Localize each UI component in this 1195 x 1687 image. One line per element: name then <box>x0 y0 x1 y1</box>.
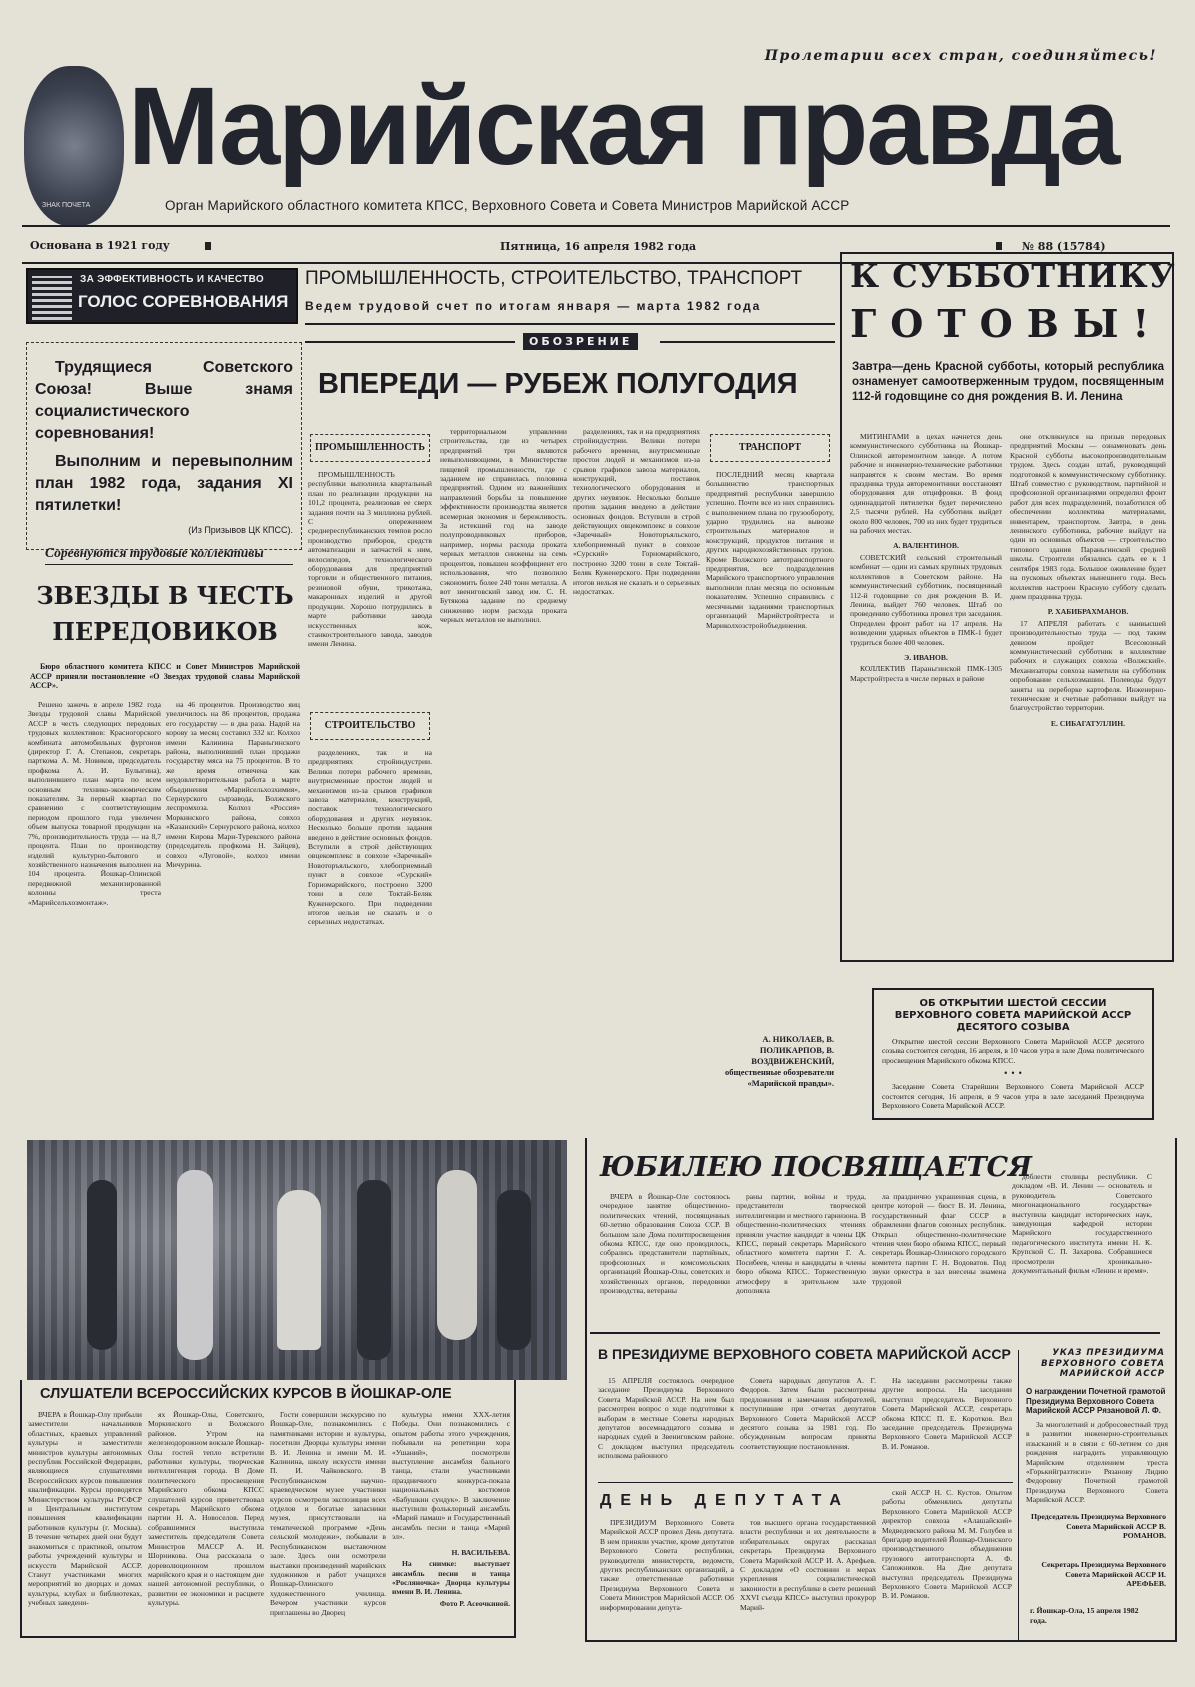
decree-title: О награждении Почетной грамотой Президиума Верховного Совета Марийской АССР Рязановой Л. Ф. <box>1026 1387 1166 1415</box>
review-signature: А. НИКОЛАЕВ, В. ПОЛИКАРПОВ, В. ВОЗДВИЖЕНСКИЙ, общественные обозреватели «Марийской правды». <box>725 1034 834 1088</box>
deputy-day-column-1: ПРЕЗИДИУМ Верховного Совета Марийской АССР провел День депутата. В нем приняли участие, кроме депутатов Верховного Совета республики, руководители министерств, ведомств, других республиканских организаций, а также ответственные работники Президиума Верховного Совета и Совета Министров Марийской АССР. Об информировании депута- <box>600 1518 734 1612</box>
stars-headline: ЗВЕЗДЫ В ЧЕСТЬ ПЕРЕДОВИКОВ <box>36 581 294 646</box>
issue-number: № 88 (15784) <box>1022 240 1106 253</box>
review-tag: ОБОЗРЕНИЕ <box>523 333 638 350</box>
emblem-icon <box>32 276 72 320</box>
deputy-day-column-2: тов высшего органа государственной власти республики и их деятельности в избирательных округах рассказал секретарь Президиума Верховного Совета Марийской АССР И. А. Арефьев. С докладом «О состоянии и мерах укрепления социалистической законности в республике в свете решений XXVI съезда КПСС» выступил прокурор Марий- <box>740 1518 876 1612</box>
stars-kicker: Соревнуются трудовые коллективы <box>45 545 293 565</box>
jubilee-column-4: доблести столицы республики. С докладом «В. И. Ленин — основатель и руководитель Советского многонационального государства» выступила кандидат исторических наук, заведующая кафедрой истории Марийского государственного педагогического института имени Н. К. Крупской С. П. Захарова. Собравшиеся просмотрели хроникально-документальный фильм «Ленин и время». <box>1012 1172 1152 1276</box>
review-column-1: ПРОМЫШЛЕННОСТЬ республики выполнила квартальный план по реализации продукции на 101,2 процента, реализовав ее сверх задания почти на 3 миллиона рублей. С опережением среднереспубликанских темпов росло производство приборов, средств автоматизации и запчастей к ним, велосипедов, технологического оборудования для предприятий торговли и общественного питания, резиновой обуви, трикотажа, макаронных изделий и другой продукции. Хорошо потрудились в марте работники завода искусственных кож, станкостроительного завода, заводов имени Ленина. <box>308 470 432 649</box>
review-column-2: территориальном управлении строительства, где из четырех предприятий три являются невыполняющими, в Министерстве пищевой промышленности, где с заданием не справилась половина предприятий. Одним из важнейших направлений борьбы за повышение эффективности производства является всемерная экономия и бережливость. За истекший год на заводе полупроводниковых приборов, например, нормы расхода проката черных металлов снижены на семь процентов, повышен коэффициент его использования, что позволило сэкономить более 240 тонн металла. А вот звениговский завод им. С. Н. Бутякова задание по среднему снижению норм расхода проката черных металлов не выполнил. <box>440 427 567 625</box>
newspaper-title: Марийская правда <box>128 65 1119 188</box>
appeal-line-2: Выполним и перевыполним план 1982 года, задания XI пятилетки! <box>35 453 293 514</box>
rubric-main: ГОЛОС СОРЕВНОВАНИЯ <box>78 292 289 311</box>
subbotnik-lead: Завтра—день Красной субботы, который республика ознаменует самоотверженным трудом, посвященным 112-й годовщине со дня рождения В. И. Ленина <box>852 361 1164 403</box>
session-paragraph-2: Заседание Совета Старейшин Верховного Совета Марийской АССР состоится сегодня, 16 апреля, в 9 часов утра в зале заседаний Президиума Верховного Совета Марийской АССР. <box>882 1082 1144 1111</box>
appeal-line-1: Трудящиеся Советского Союза! Выше знамя социалистического соревнования! <box>35 359 293 442</box>
courses-column-1: ВЧЕРА в Йошкар-Олу прибыли заместители начальников областных, краевых управлений культуры и заместители министров культуры автономных республик Российской Федерации, являющиеся слушателями Всероссийских курсов повышения квалификации. Курсы проводятся Министерством культуры РСФСР и Центральным институтом повышения квалификации работников культуры (г. Москва). В течение четырех дней они будут знакомиться с практикой, опытом работы учреждений культуры и искусств Марийской АССР. Станут участниками многих мероприятий во дворцах и домах культуры, клубах и библиотеках, учебных заведени- <box>28 1410 142 1608</box>
separator-dots: • • • <box>1003 1069 1023 1079</box>
masthead <box>0 0 1195 265</box>
stars-column-2: на 46 процентов. Производство яиц увеличилось на 86 процентов, продажа его государству — в два раза. Надой на корову за месяц составил 332 кг. Колхоз имени Калинина Параньгинского района, выполнивший план продажи государству мяса на 75 процентов. В то же время отмечена как неудовлетворительная работа в марте объединения «Марийсельхозхимия», Сернурского сырзавода, Волжского леспромхоза. Колхоз «Россия» Моркинского района, совхоз «Казанский» Сернурского района, колхоз имени Кирова Мари-Турекского района (председатель профкома Н. Зайцев), совхоз «Луговой», колхоз имени Мичурина. <box>166 700 300 869</box>
issue-date: Пятница, 16 апреля 1982 года <box>500 240 697 253</box>
subbotnik-column-2: оне откликнулся на призыв передовых предприятий Москвы — ознаменовать день Красной субботы высокопроизводительным трудом. Здесь создан штаб, руководящий подготовкой к коммунистическому субботнику. Штаб совместно с руководством, партийной и профсоюзной организациями определил фронт работ для всех подразделений, позаботился об обеспечении коллектива материалами, инвентарем, транспортом. Завтра, в день ленинского субботника, рабочие выйдут на один из основных объектов — строительство типового здания Параньгинской средней школы. Строители обязались сдать ее к 1 сентября 1983 года. Большое оживление будет на пусковых объектах нынешнего года. Весь коллектив настроен Красную субботу сделать днем праздника труда. Р. ХАБИБРАХМАНОВ. 17 АПРЕЛЯ работать с наивысшей производительностью труда — под таким девизом пройдет Всесоюзный коммунистический субботник в коллективе рабочих и служащих совхоза «Волжский». Механизаторы совхоза наметили на субботник опробование сельхозмашин. Полеводы будут заняты на переборке картофеля. Инженерно-технические и счетные работники выйдут на благоустройство территории. Е. СИБАГАТУЛЛИН. <box>1010 432 1166 728</box>
presidium-column-2: Совета народных депутатов А. Г. Федоров. Затем были рассмотрены предложения и замечания избирателей, поступившие при отчетах депутатов Верховного Совета Марийской АССР десятого созыва за 1981 год. По обсужденным вопросам приняты соответствующие постановления. <box>740 1376 876 1451</box>
session-headline: ОБ ОТКРЫТИИ ШЕСТОЙ СЕССИИ ВЕРХОВНОГО СОВЕТА МАРИЙСКОЙ АССР ДЕСЯТОГО СОЗЫВА <box>894 998 1132 1033</box>
order-emblem <box>24 66 124 226</box>
deputy-day-headline: ДЕНЬ ДЕПУТАТА <box>600 1492 850 1509</box>
founded: Основана в 1921 году <box>30 239 170 252</box>
presidium-headline: В ПРЕЗИДИУМЕ ВЕРХОВНОГО СОВЕТА МАРИЙСКОЙ АССР <box>598 1346 1011 1362</box>
jubilee-column-2: раны партии, войны и труда, представители творческой интеллигенции и местного гарнизона. В общественно-политических чтениях приняли участие кандидат в члены ЦК КПСС, первый секретарь Марийского областного комитета партии Г. А. Посибеев, члены и кандидаты в члены бюро обкома КПСС. Торжественную атмосферу в зрительном зале дополняла <box>736 1192 866 1296</box>
subbotnik-headline-1: К СУББОТНИКУ <box>850 257 1176 295</box>
review-headline: ВПЕРЕДИ — РУБЕЖ ПОЛУГОДИЯ <box>318 368 798 400</box>
section-subtitle: Ведем трудовой счет по итогам января — марта 1982 года <box>305 299 762 313</box>
masthead-subtitle: Орган Марийского областного комитета КПСС, Верховного Совета и Совета Министров Марийской АССР <box>165 198 850 213</box>
decree-sign-secretary: Секретарь Президиума Верховного Совета Марийской АССР И. АРЕФЬЕВ. <box>1041 1560 1166 1588</box>
jubilee-column-3: ла празднично украшенная сцена, в центре которой — бюст В. И. Ленина, государственный флаг СССР в обрамлении флагов союзных республик. Открыл общественно-политические чтения член бюро обкома КПСС, первый секретарь Йошкар-Олинского городского комитета партии Г. Н. Водоватов. Под звуки оркестра в зал внесены знамена трудовой <box>872 1192 1006 1286</box>
session-paragraph-1: Открытие шестой сессии Верховного Совета Марийской АССР десятого созыва состоится сегодня, 16 апреля, в 10 часов утра в зале Дома политического просвещения Марийского обкома КПСС. <box>882 1037 1144 1065</box>
review-column-4: ПОСЛЕДНИЙ месяц квартала большинство транспортных предприятий республики завершило успешно. Почти все из них справились с выполнением плана по грузообороту, ударно трудились на вывозке строительных материалов и конструкций, продуктов питания и других народнохозяйственных грузов. Кроме Волжского автотранспортного предприятия, все подразделения Марийского транспортного управления выполнили план месяца по основным показателям. Успешно справились с месячными заданиями транспортных организаций Марийстройтреста и Мариколхозстройобъединения. <box>706 470 834 630</box>
emblem-text: ЗНАК ПОЧЕТА <box>42 202 91 209</box>
courses-column-4: культуры имени XXX-летия Победы. Они познакомились с опытом работы этого учреждения, побывали на репетиции хора «Ушаний», посмотрели выступление ансамбля бального танца, стали участниками праздничного конкурса-показа национальных костюмов «Бабушкин сундук». В заключение выступили фольклорный ансамбль «Марий памаш» и Государственный ансамбль песни и танца «Марий эл». Н. ВАСИЛЬЕВА. На снимке: выступает ансамбль песни и танца «Росляночка» Дворца культуры имени В. И. Ленина. Фото Р. Асеочкиной. <box>392 1410 510 1608</box>
review-column-1b: разделениях, так и на предприятиях стройиндустрии. Велики потери рабочего времени, внутрисменные простои людей и механизмов из-за срывов графиков завоза материалов, конструкций, поставок технологического оборудования и других неувязок. Несколько больше против задания введено в действие основных фондов. Вступили в строй действующих овцекомплекс в совхозе «Заречный» Новоторъяльского, хлебоприемный пункт в совхозе «Сурский» Горномарийского, построено 3200 тонн в селе Токтай-Беляк Куженерского. При подведении итогов нельзя не сказать и о серьезных недостатках. <box>308 748 432 927</box>
courses-column-3: Гости совершили экскурсию по Йошкар-Оле, познакомились с памятниками истории и культуры, посетили Дворцы культуры имени В. И. Ленина и имени М. И. Калинина, школу искусств имени П. И. Чайковского. В Республиканском научно-краеведческом музее участники курсов осмотрели экспозиции всех отделов и богатые запасники музея, присутствовали на тематической программе «День сельской молодежи», побывали в Республиканском выставочном зале. Здесь они осмотрели выставки произведений марийских художников и работ учащихся Йошкар-Олинского художественного училища. Вечером участники курсов приглашены во Дворец <box>270 1410 386 1617</box>
ensemble-photo <box>27 1140 567 1380</box>
rubric-competition <box>26 268 298 324</box>
review-column-3: разделениях, так и на предприятиях стройиндустрии. Велики потери рабочего времени, внутрисменные простои людей и механизмов из-за срывов графиков завоза материалов, конструкций, поставок технологического оборудования и других неувязок. Несколько больше против задания введено в действие основных фондов. Вступили в строй действующих овцекомплекс в совхозе «Заречный» Новоторъяльского, хлебоприемный пункт в совхозе «Сурский» Горномарийского, построено 3200 тонн в селе Токтай-Беляк Куженерского. При подведении итогов нельзя не сказать и о серьезных недостатках. <box>573 427 700 596</box>
decree-body: За многолетний и добросовестный труд в развитии инженерно-строительных изысканий и в связи с 60-летием со дня рождения наградить управляющую Марийским отделением треста «Горькийгразтисиз» Рязанову Лидию Федоровну Почетной грамотой Президиума Верховного Совета Марийской АССР. <box>1026 1420 1168 1505</box>
decree-place-date: г. Йошкар-Ола, 15 апреля 1982 года. <box>1030 1606 1139 1625</box>
party-appeal-box <box>26 342 302 550</box>
presidium-column-3: На заседании рассмотрены также другие вопросы. На заседании выступил председатель Верховного Совета Марийской АССР, секретарь обкома КПСС П. Е. Коротков. Вел заседание председатель Президиума Верховного Совета Марийской АССР В. И. Романов. <box>882 1376 1012 1451</box>
jubilee-headline: ЮБИЛЕЮ ПОСВЯЩАЕТСЯ <box>600 1152 1032 1183</box>
decree-sign-chairman: Председатель Президиума Верховного Совета Марийской АССР В. РОМАНОВ. <box>1031 1512 1166 1540</box>
stars-lead: Бюро областного комитета КПСС и Совет Министров Марийской АССР приняли постановление «О Звездах трудовой славы Марийской АССР». <box>30 662 300 690</box>
subbotnik-headline-2: ГОТОВЫ! <box>850 301 1164 346</box>
courses-headline: СЛУШАТЕЛИ ВСЕРОССИЙСКИХ КУРСОВ В ЙОШКАР-ОЛЕ <box>40 1386 452 1402</box>
masthead-slogan: Пролетарии всех стран, соединяйтесь! <box>764 48 1157 64</box>
subbotnik-column-1: МИТИНГАМИ в цехах начнется день коммунистического субботника на Йошкар-Олинской авторемонтном заводе. А потом рабочие и инженерно-технические работники направятся к своим местам. Во время праздника труда авторемонтники восстановят оборудования для отцифровки. В фонд одиннадцатой пятилетки будет перечислено 2,5 тысячи рублей. На субботник выйдет около 800 человек, 700 из них будет трудиться на рабочих местах. А. ВАЛЕНТИНОВ. СОВЕТСКИЙ сельский строительный комбинат — один из самых крупных трудовых коллективов в Советском районе. На коммунистический субботник, посвященный 112-й годовщине со дня рождения В. И. Ленина, выйдет 760 человек. Штаб по проведению субботника провел три заседания. Определен фронт работ на 17 апреля. На возведении ударных объектов в ПМК-1 будет трудиться более 400 человек. Э. ИВАНОВ. КОЛЛЕКТИВ Параньгинской ПМК-1305 Марстройтреста в числе первых в районе <box>850 432 1002 683</box>
presidium-column-1: 15 АПРЕЛЯ состоялось очередное заседание Президиума Верховного Совета Марийской АССР. На нем был рассмотрен вопрос о ходе подготовки к выборам в местные Советы народных депутатов восемнадцатого созыва и народных судей в Звениговском районе. С докладом выступил председатель исполкома районного <box>598 1376 734 1461</box>
courses-column-2: ях Йошкар-Олы, Советского, Моркинского и Волжского районов. Утром на железнодорожном вокзале Йошкар-Олы гостей тепло встретили работники культуры, творческая интеллигенция города. В Доме политического просвещения Марийского обкома КПСС слушателей курсов приветствовал секретарь Марийского обкома партии Н. А. Новоселов. Перед собравшимися выступила заместитель председателя Совета Министров МАССР А. И. Шорникова. Она рассказала о дореволюционном прошлом марийского края и о настоящем дне нашей автономной республики, о развитии ее экономики и расцвете культуры. <box>148 1410 264 1608</box>
session-notice-box <box>872 988 1154 1120</box>
rubric-construction: СТРОИТЕЛЬСТВО <box>310 712 430 740</box>
jubilee-column-1: ВЧЕРА в Йошкар-Оле состоялось очередное занятие общественно-политических чтений, посвященных 60-летию образования Союза ССР. В большом зале Дома политпросвещения обкома КПСС, где оно проводилось, собрались представители партийных, профсоюзных и комсомольских организаций Йошкар-Олы, советских и хозяйственных органов, передовики производства, ветераны <box>600 1192 730 1296</box>
appeal-source: (Из Призывов ЦК КПСС). <box>188 525 293 535</box>
section-title: ПРОМЫШЛЕННОСТЬ, СТРОИТЕЛЬСТВО, ТРАНСПОРТ <box>305 268 803 289</box>
rubric-transport: ТРАНСПОРТ <box>710 434 830 462</box>
rubric-industry: ПРОМЫШЛЕННОСТЬ <box>310 434 430 462</box>
deputy-day-column-3: ской АССР Н. С. Кустов. Опытом работы обменялись депутаты Верховного Совета Марийской АССР директор совхоза «Алашайский» Медведевского района М. М. Голубев и бригадир водителей Йошкар-Олинского производственного объединения грузового автотранспорта А. Ф. Сапожников. На Дне депутата выступил председатель Президиума Верховного Совета Марийской АССР В. И. Романов. <box>882 1488 1012 1601</box>
stars-column-1: Решено зажечь в апреле 1982 года Звезды трудовой славы Марийской АССР в честь следующих передовых трудовых коллективов: Красногорского комбината автомобильных фургонов (директор Г. А. Степанов, секретарь парткома А. М. Новиков, председатель профкома А. И. Булыгина), выполнившего план марта по всем основным технико-экономическим показателям. За первый квартал по сравнению с соответствующим периодом прошлого года увеличен объем выпуска товарной продукции на 7%, производительность труда — на 8,7 процента. План по производству изделий культурно-бытового и хозяйственного назначения выполнен на 104 процента. Йошкар-Олинской передвижной механизированной колонны треста «Марийсельхозмонтаж». <box>28 700 161 907</box>
rubric-top: ЗА ЭФФЕКТИВНОСТЬ И КАЧЕСТВО <box>80 274 264 285</box>
decree-headline: УКАЗ ПРЕЗИДИУМА ВЕРХОВНОГО СОВЕТА МАРИЙСКОЙ АССР <box>1041 1348 1165 1379</box>
